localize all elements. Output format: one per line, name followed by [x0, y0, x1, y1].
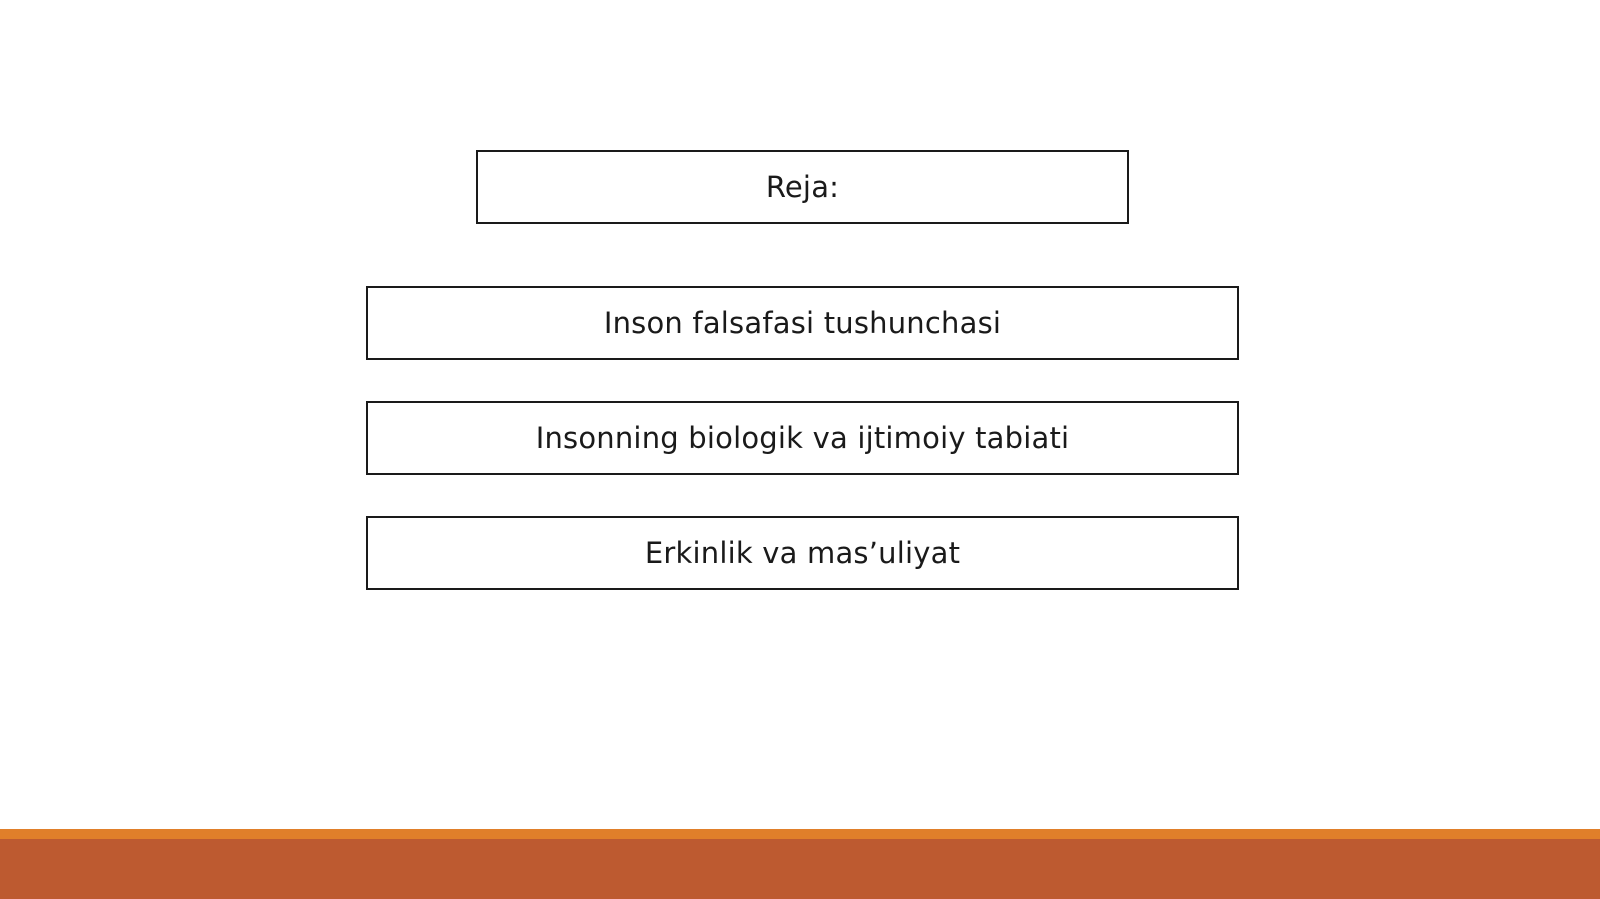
- footer-bar: [0, 829, 1600, 899]
- plan-item-label: Inson falsafasi tushunchasi: [603, 306, 1002, 340]
- plan-item-box-2: [366, 401, 1239, 475]
- plan-title: Reja:: [765, 170, 840, 204]
- plan-item-label: Insonning biologik va ijtimoiy tabiati: [535, 421, 1070, 455]
- plan-item-box-3: [366, 516, 1239, 590]
- plan-item-box-1: [366, 286, 1239, 360]
- plan-item-label: Erkinlik va mas’uliyat: [644, 536, 961, 570]
- footer-accent-stripe: [0, 829, 1600, 839]
- plan-title-box: [476, 150, 1129, 224]
